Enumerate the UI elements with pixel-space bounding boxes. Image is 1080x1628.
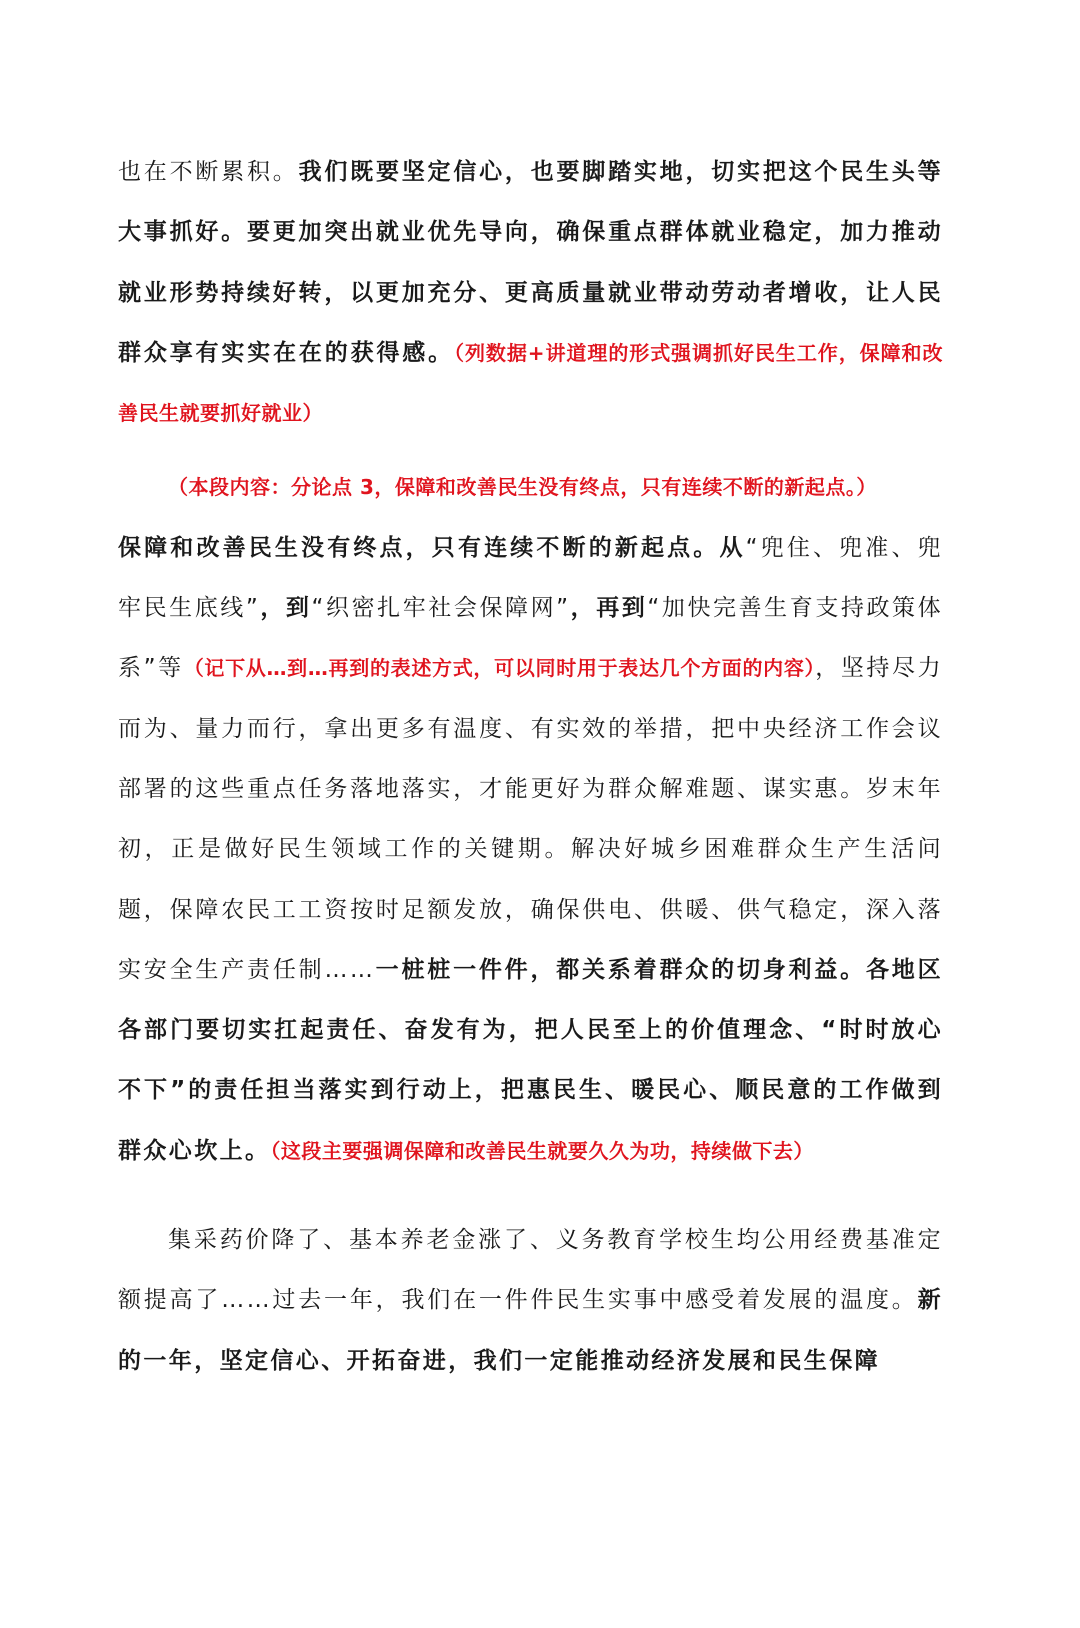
- text-run: 集采药价降了、基本养老金涨了、义务教育学校生均公用经费基准定额提高了……过去一年，我们在一件件民生实事中感受着发展的温度。: [118, 1227, 943, 1314]
- red-annotation: （记下从…到…再到的表述方式，可以同时用于表达几个方面的内容）: [183, 656, 816, 681]
- bold-text-run: ，再到: [570, 595, 648, 622]
- text-run: “加快完善生育支持政策体系”等: [118, 595, 944, 682]
- paragraph-section-note: [118, 457, 943, 517]
- text-run: “织密扎牢社会保障网”: [311, 595, 571, 622]
- red-annotation: （本段内容：分论点 3，保障和改善民生没有终点，只有连续不断的新起点。）: [168, 475, 877, 500]
- document-page: [118, 142, 943, 1391]
- text-run: ，坚持尽力而为、量力而行，拿出更多有温度、有实效的举措，把中央经济工作会议部署的这些重点任务落地落实，才能更好为群众解难题、谋实惠。岁末年初，正是做好民生领域工作的关键期。解决好城乡困难群众生产生活问题，保障农民工工资按时足额发放，确保供电、供暖、供气稳定，深入落实安全生产责任制……: [118, 655, 944, 983]
- paragraph-employment: [118, 142, 943, 443]
- paragraph-livelihood: [118, 518, 943, 1181]
- text-run: “兜住、兜准、兜牢民生底线”: [118, 534, 943, 622]
- red-annotation: （这段主要强调保障和改善民生就要久久为功，持续做下去）: [270, 1138, 814, 1163]
- bold-text-run: ，到: [260, 595, 312, 622]
- red-annotation: （列数据+讲道理的形式强调抓好民生工作，保障和改善民生就要抓好就业）: [118, 340, 943, 426]
- bold-text-run: 一桩桩一件件，都关系着群众的切身利益。各地区各部门要切实扛起责任、奋发有为，把人民至上的价值理念、“时时放心不下”的责任担当落实到行动上，把惠民生、暖民心、顺民意的工作做到群众心坎上。: [118, 956, 943, 1164]
- bold-text-run: 我们既要坚定信心，也要脚踏实地，切实把这个民生头等大事抓好。要更加突出就业优先导向，确保重点群体就业稳定，加力推动就业形势持续好转，以更加充分、更高质量就业带动劳动者增收，让人民群众享有实实在在的获得感。: [118, 159, 943, 366]
- bold-text-run: 保障和改善民生没有终点，只有连续不断的新起点。从: [118, 534, 746, 561]
- text-run: 也在不断累积。: [118, 159, 299, 185]
- bold-text-run: 新的一年，坚定信心、开拓奋进，我们一定能推动经济发展和民生保障: [118, 1287, 943, 1374]
- paragraph-conclusion: [118, 1210, 943, 1391]
